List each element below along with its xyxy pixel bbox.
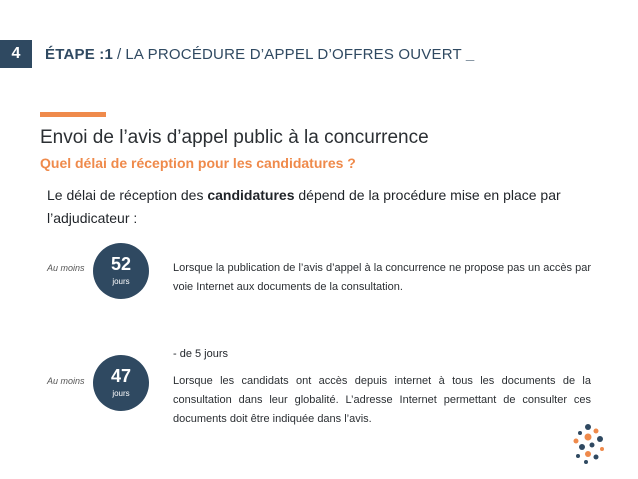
row-subtitle: - de 5 jours	[173, 348, 229, 360]
days-value: 52	[110, 254, 132, 274]
row-description: Lorsque les candidats ont accès depuis internet à tous les documents de la consultation dans leur globalité. L’adresse Internet permettant de consulter ces documents doit être indiquée dans l’avis.	[173, 375, 591, 425]
header-separator: /	[117, 46, 122, 63]
step-number-badge	[0, 40, 32, 68]
section-title: Envoi de l’avis d’appel public à la concurrence	[40, 127, 429, 148]
page-header	[45, 46, 474, 63]
row-description: Lorsque la publication de l’avis d’appel à la concurrence ne propose pas un accès par voie Internet aux documents de la consultation.	[173, 262, 591, 293]
page-title: LA PROCÉDURE D’APPEL D’OFFRES OUVERT	[125, 46, 462, 63]
days-circle	[93, 243, 149, 299]
days-circle	[93, 355, 149, 411]
title-cursor: _	[465, 46, 475, 63]
section-question: Quel délai de réception pour les candidatures ?	[40, 155, 356, 171]
intro-text-start: Le délai de réception des	[47, 187, 208, 203]
intro-text-bold: candidatures	[207, 187, 295, 203]
days-unit: jours	[112, 277, 130, 286]
days-unit: jours	[112, 389, 130, 398]
row-label: Au moins	[47, 263, 85, 273]
days-value: 47	[110, 366, 132, 386]
accent-bar	[40, 112, 106, 117]
step-label: ÉTAPE :1	[45, 46, 114, 63]
row-label: Au moins	[47, 376, 85, 386]
dot-cluster-logo-icon	[566, 421, 610, 465]
intro-text-end: dépend de la procédure mise en place par l’adjudicateur :	[47, 187, 561, 226]
step-number: 4	[11, 45, 21, 62]
intro-paragraph	[47, 184, 592, 230]
